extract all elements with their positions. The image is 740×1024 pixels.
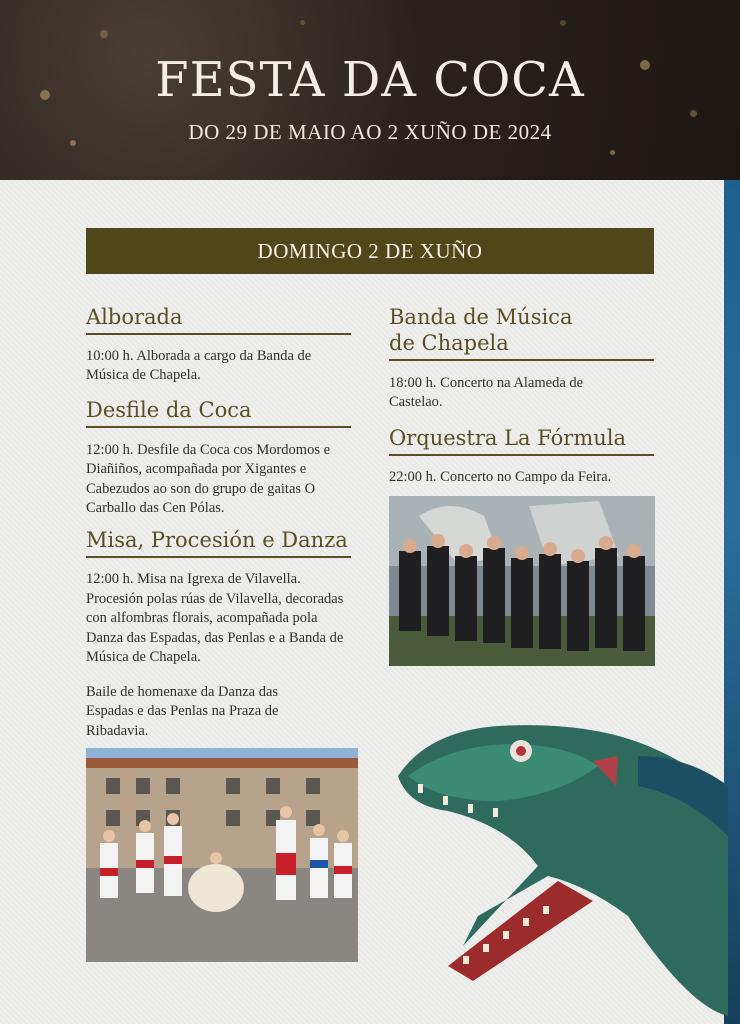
orchestra-photo — [389, 496, 655, 666]
section-divider — [86, 426, 351, 428]
page-header — [0, 0, 740, 180]
orquestra-title: Orquestra La Fórmula — [389, 426, 627, 450]
alborada-text: 10:00 h. Alborada a cargo da Banda de Música de Chapela. — [86, 348, 312, 384]
orquestra-text: 22:00 h. Concerto no Campo da Feira. — [389, 469, 612, 485]
desfile-text: 12:00 h. Desfile da Coca cos Mordomos e Diañiños, acompañada por Xigantes e Cabezudos ao son do grupo de gaitas O Carballo das Cen Pólas. — [86, 442, 331, 516]
section-divider — [86, 333, 351, 335]
misa-text-2: Procesión polas rúas de Vilavella, decoradas con alfombras florais, acompañada pola Danza das Espadas, das Penlas e a Banda de Música de Chapela. — [86, 591, 344, 665]
alborada-title: Alborada — [86, 305, 183, 329]
section-divider — [389, 359, 654, 361]
dancers-photo — [86, 748, 358, 962]
page-title: FESTA DA COCA — [155, 52, 585, 108]
banda-title-line2: de Chapela — [389, 331, 509, 355]
page-subtitle: DO 29 DE MAIO AO 2 XUÑO DE 2024 — [188, 120, 552, 144]
coca-dragon-illustration — [388, 716, 740, 1024]
day-banner: DOMINGO 2 DE XUÑO — [86, 228, 654, 274]
misa-text-3: Baile de homenaxe da Danza das Espadas e das Penlas na Praza de Ribadavia. — [86, 684, 279, 739]
section-divider — [389, 454, 654, 456]
banda-title-line1: Banda de Música — [389, 305, 573, 329]
misa-text-1: 12:00 h. Misa na Igrexa de Vilavella. — [86, 571, 301, 587]
banda-text: 18:00 h. Concerto na Alameda de Castelao. — [389, 375, 584, 411]
desfile-title: Desfile da Coca — [86, 398, 252, 422]
section-divider — [86, 556, 351, 558]
misa-title: Misa, Procesión e Danza — [86, 528, 348, 552]
